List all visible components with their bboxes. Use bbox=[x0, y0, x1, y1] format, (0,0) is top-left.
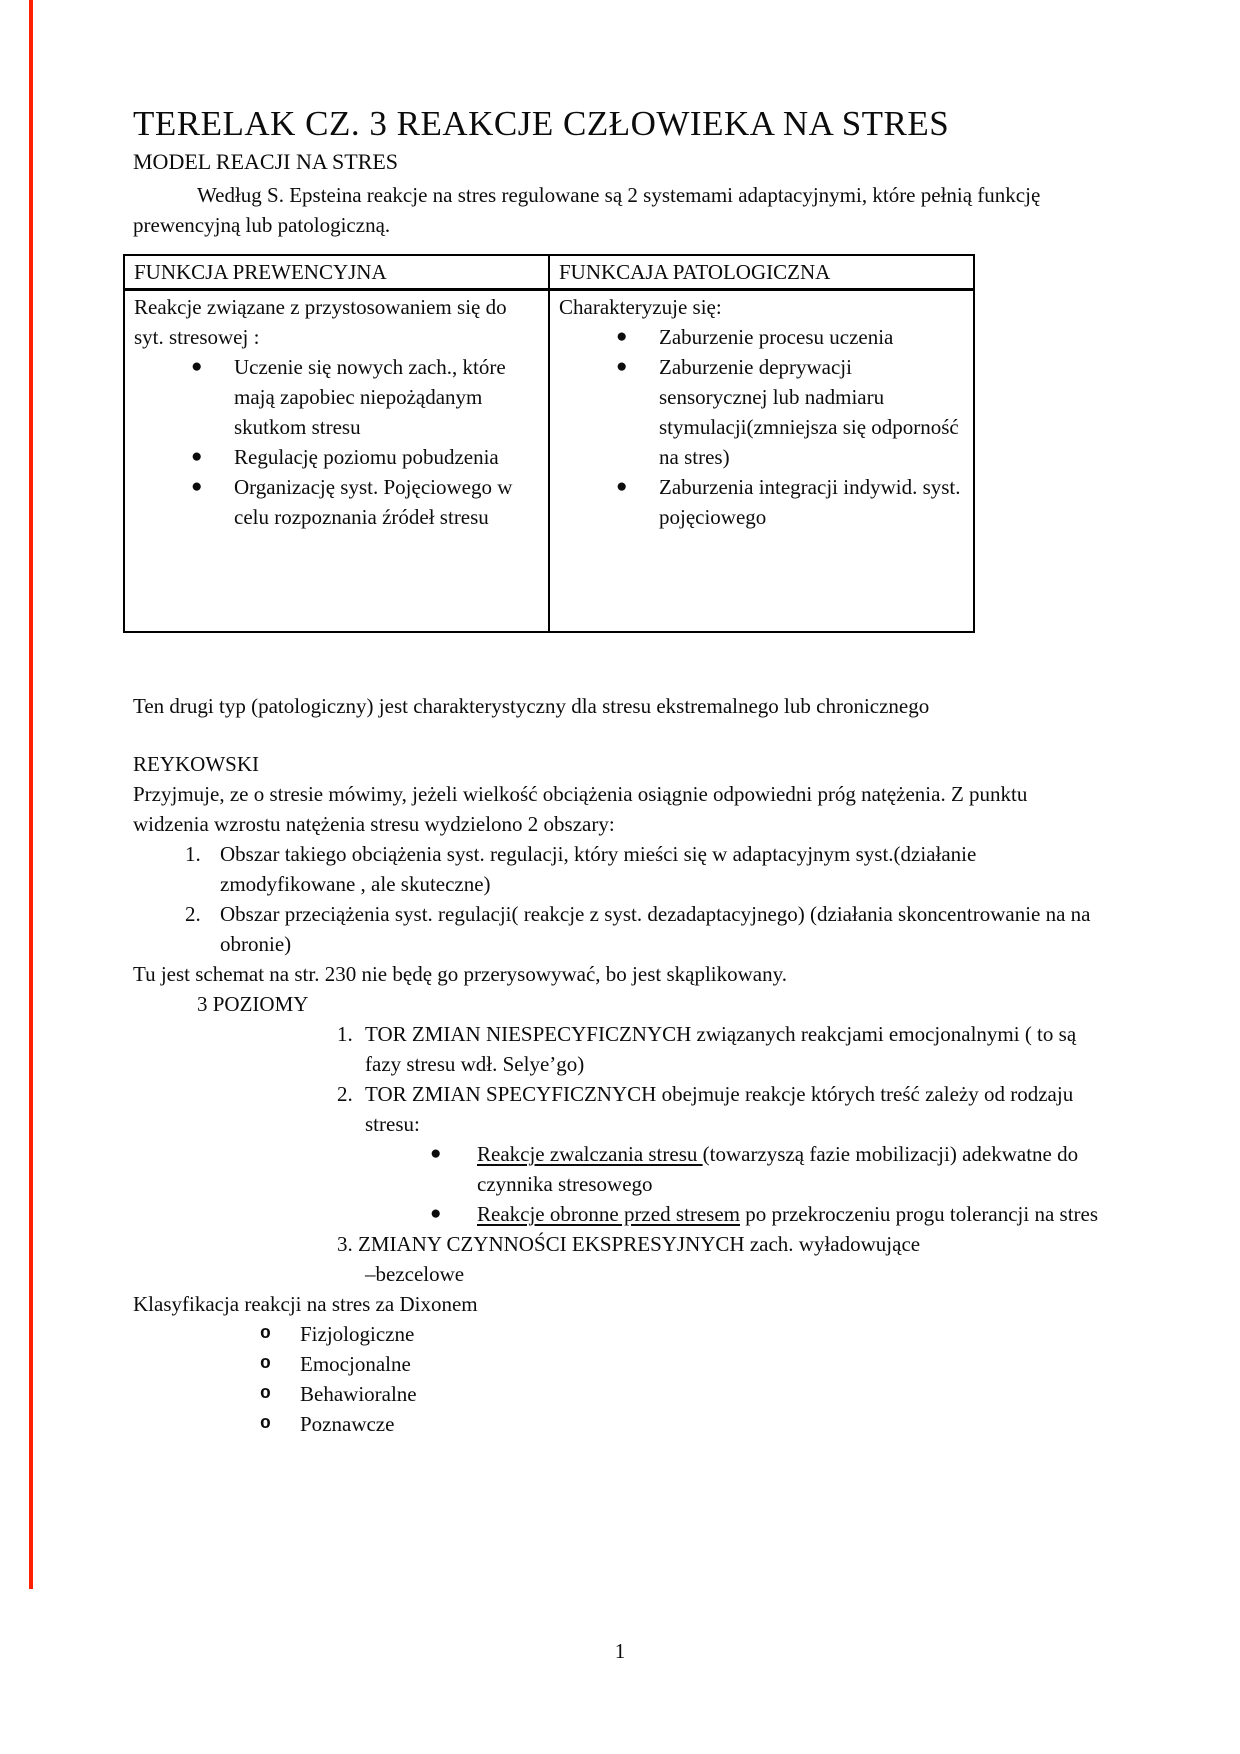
circle-bullet-icon: o bbox=[260, 1354, 271, 1374]
level3-line: 3. ZMIANY CZYNNOŚCI EKSPRESYJNYCH zach. wyładowujące bbox=[337, 1232, 921, 1256]
list-item bbox=[134, 472, 540, 532]
bullet-icon: ● bbox=[616, 356, 628, 377]
list-item bbox=[133, 1379, 1108, 1409]
prevention-bullet-list bbox=[134, 352, 540, 532]
list-item bbox=[133, 1319, 1108, 1349]
list-item bbox=[133, 1139, 1108, 1199]
prevention-cell bbox=[124, 290, 549, 633]
section-heading-reykowski: REYKOWSKI bbox=[133, 752, 259, 776]
list-item bbox=[559, 322, 965, 352]
prevention-intro: Reakcje związane z przystosowaniem się do syt. stresowej : bbox=[134, 295, 507, 349]
pathological-cell bbox=[549, 290, 974, 633]
list-item-text: Uczenie się nowych zach., które mają zapobiec niepożądanym skutkom stresu bbox=[234, 355, 506, 439]
schema-note: Tu jest schemat na str. 230 nie będę go przerysowywać, bo jest skąplikowany. bbox=[133, 962, 787, 986]
item-text bbox=[477, 1199, 1098, 1229]
functions-table bbox=[123, 254, 975, 633]
item-text: TOR ZMIAN NIESPECYFICZNYCH związanych reakcjami emocjonalnymi ( to są fazy stresu wdł. Selye’go) bbox=[365, 1022, 1077, 1076]
pathological-note: Ten drugi typ (patologiczny) jest charakterystyczny dla stresu ekstremalnego lub chronicznego bbox=[133, 694, 930, 718]
circle-bullet-icon: o bbox=[260, 1414, 271, 1434]
level3-line-continuation: –bezcelowe bbox=[365, 1262, 465, 1286]
list-item bbox=[134, 352, 540, 442]
list-item-text: Regulację poziomu pobudzenia bbox=[234, 445, 499, 469]
numbered-item bbox=[133, 899, 1108, 959]
page-title: TERELAK CZ. 3 REAKCJE CZŁOWIEKA NA STRES bbox=[133, 104, 950, 143]
underlined-phrase: Reakcje obronne przed stresem bbox=[477, 1202, 740, 1226]
list-item-text: Emocjonalne bbox=[300, 1352, 411, 1376]
numbered-item bbox=[133, 1019, 1108, 1079]
bullet-icon: ● bbox=[191, 356, 203, 377]
item-text bbox=[477, 1139, 1108, 1199]
item-number: 1. bbox=[337, 1022, 353, 1046]
underlined-phrase: Reakcje zwalczania stresu bbox=[477, 1142, 703, 1166]
item-text: TOR ZMIAN SPECYFICZNYCH obejmuje reakcje których treść zależy od rodzaju stresu: bbox=[365, 1082, 1074, 1136]
item-text-rest: (towarzyszą fazie mobilizacji) adekwatne do czynnika stresowego bbox=[477, 1142, 1079, 1196]
intro-paragraph: Według S. Epsteina reakcje na stres regulowane są 2 systemami adaptacyjnymi, które pełnią funkcję prewencyjną lub patologiczną. bbox=[133, 183, 1041, 237]
numbered-item bbox=[133, 839, 1108, 899]
item-text-rest: po przekroczeniu progu tolerancji na stres bbox=[739, 1202, 1099, 1226]
table-header-row bbox=[124, 255, 974, 290]
item-number: 1. bbox=[185, 842, 201, 866]
bullet-icon: ● bbox=[616, 326, 628, 347]
list-item-text: Zaburzenie deprywacji sensorycznej lub nadmiaru stymulacji(zmniejsza się odporność na stres) bbox=[659, 355, 959, 469]
pathological-bullet-list bbox=[559, 322, 965, 532]
bullet-icon: ● bbox=[191, 446, 203, 467]
item-text: Obszar przeciążenia syst. regulacji( reakcje z syst. dezadaptacyjnego) (działania skoncentrowanie na na obronie) bbox=[220, 902, 1091, 956]
list-item bbox=[133, 1409, 1108, 1439]
bullet-icon: ● bbox=[191, 476, 203, 497]
page-number: 1 bbox=[614, 1639, 626, 1663]
table-header-pathological: FUNKCAJA PATOLOGICZNA bbox=[549, 255, 974, 290]
list-item bbox=[134, 442, 540, 472]
left-margin-line bbox=[29, 0, 33, 1589]
section-heading-model: MODEL REACJI NA STRES bbox=[133, 149, 399, 174]
circle-bullet-icon: o bbox=[260, 1324, 271, 1344]
list-item bbox=[559, 472, 965, 532]
list-item-text: Zaburzenia integracji indywid. syst. pojęciowego bbox=[659, 475, 961, 529]
item-number: 2. bbox=[337, 1082, 353, 1106]
levels-heading: 3 POZIOMY bbox=[197, 992, 309, 1016]
list-item-text: Fizjologiczne bbox=[300, 1322, 415, 1346]
list-item bbox=[133, 1349, 1108, 1379]
circle-bullet-icon: o bbox=[260, 1384, 271, 1404]
table-body-row bbox=[124, 290, 974, 633]
dixon-heading: Klasyfikacja reakcji na stres za Dixonem bbox=[133, 1292, 478, 1316]
numbered-item bbox=[133, 1079, 1108, 1139]
table-header-prevention: FUNKCJA PREWENCYJNA bbox=[124, 255, 549, 290]
list-item bbox=[559, 352, 965, 472]
bullet-icon: ● bbox=[616, 476, 628, 497]
list-item-text: Zaburzenie procesu uczenia bbox=[659, 325, 894, 349]
bullet-icon: ● bbox=[430, 1203, 442, 1224]
item-text: Obszar takiego obciążenia syst. regulacji, który mieści się w adaptacyjnym syst.(działanie zmodyfikowane , ale skuteczne) bbox=[220, 842, 977, 896]
list-item bbox=[133, 1199, 1108, 1229]
item-number: 2. bbox=[185, 902, 201, 926]
list-item-text: Behawioralne bbox=[300, 1382, 417, 1406]
list-item-text: Organizację syst. Pojęciowego w celu rozpoznania źródeł stresu bbox=[234, 475, 513, 529]
list-item-text: Poznawcze bbox=[300, 1412, 395, 1436]
bullet-icon: ● bbox=[430, 1143, 442, 1164]
pathological-intro: Charakteryzuje się: bbox=[559, 295, 722, 319]
reykowski-paragraph: Przyjmuje, ze o stresie mówimy, jeżeli wielkość obciążenia osiągnie odpowiedni próg natężenia. Z punktu widzenia wzrostu natężenia stresu wydzielono 2 obszary: bbox=[133, 782, 1028, 836]
document-content bbox=[133, 103, 1108, 1439]
